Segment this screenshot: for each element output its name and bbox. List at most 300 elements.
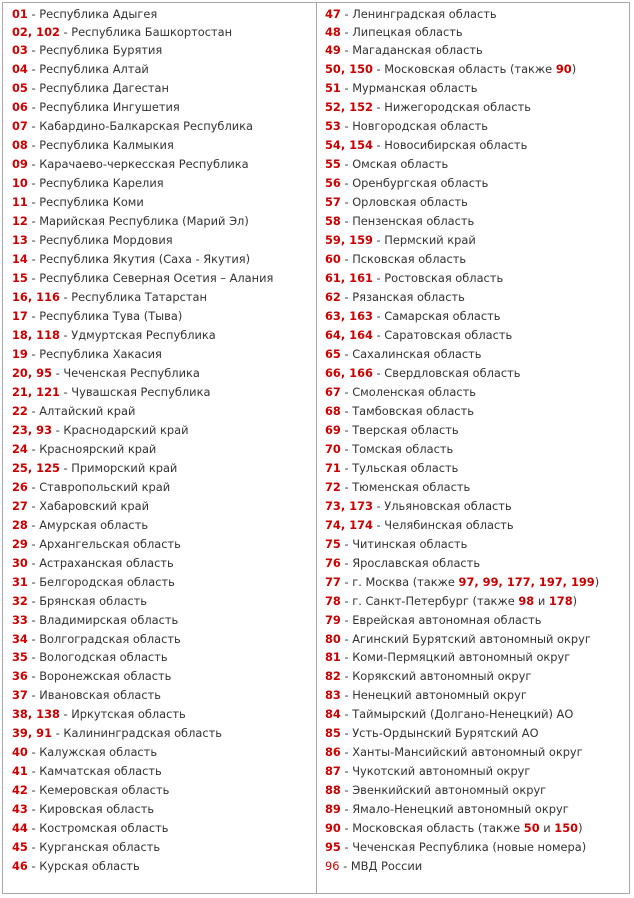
separator: - bbox=[340, 195, 353, 210]
list-item bbox=[325, 174, 627, 193]
region-name: Новосибирская область bbox=[384, 138, 528, 153]
region-name: Камчатская область bbox=[39, 764, 162, 779]
separator: - bbox=[340, 441, 353, 456]
region-code: 24 bbox=[12, 441, 28, 456]
separator: - bbox=[27, 62, 40, 77]
list-item bbox=[325, 667, 627, 686]
separator: - bbox=[340, 783, 353, 798]
separator: - bbox=[27, 43, 40, 58]
region-code: 95 bbox=[325, 840, 341, 855]
separator: - bbox=[27, 612, 40, 627]
list-item bbox=[12, 212, 312, 231]
region-code: 61, 161 bbox=[325, 271, 373, 286]
separator: - bbox=[27, 536, 40, 551]
region-code: 81 bbox=[325, 650, 341, 665]
list-item bbox=[12, 667, 312, 686]
region-name: Республика Калмыкия bbox=[39, 138, 174, 153]
region-name: Красноярский край bbox=[39, 441, 157, 456]
region-name: Ростовская область bbox=[384, 271, 504, 286]
separator: - bbox=[340, 821, 353, 836]
region-code: 41 bbox=[12, 764, 28, 779]
region-list-left bbox=[12, 2, 312, 876]
list-item bbox=[325, 383, 627, 402]
region-code: 15 bbox=[12, 271, 28, 286]
region-code: 01 bbox=[12, 7, 28, 21]
region-code: 67 bbox=[325, 384, 341, 399]
list-item bbox=[12, 117, 312, 136]
region-name: Республика Якутия (Саха - Якутия) bbox=[39, 252, 251, 267]
region-name: Ярославская область bbox=[352, 555, 481, 570]
region-name: Пермский край bbox=[384, 233, 476, 248]
region-name: Астраханская область bbox=[39, 555, 174, 570]
region-code: 90 bbox=[325, 821, 341, 836]
separator: - bbox=[27, 346, 40, 361]
region-name: Республика Алтай bbox=[39, 62, 149, 77]
separator: - bbox=[372, 517, 385, 532]
region-name: Чукотский автономный округ bbox=[352, 764, 531, 779]
list-item bbox=[12, 98, 312, 117]
region-name: Республика Ингушетия bbox=[39, 100, 180, 115]
separator: - bbox=[27, 574, 40, 589]
region-code: 53 bbox=[325, 119, 341, 134]
region-code: 76 bbox=[325, 555, 341, 570]
separator: - bbox=[340, 157, 353, 172]
region-code: 39, 91 bbox=[12, 726, 52, 741]
region-code: 87 bbox=[325, 764, 341, 779]
region-name: Таймырский (Долгано-Ненецкий) АО bbox=[352, 707, 574, 722]
separator: - bbox=[27, 119, 40, 134]
region-code: 47 bbox=[325, 7, 341, 21]
separator: - bbox=[340, 707, 353, 722]
region-name: Хабаровский край bbox=[39, 498, 149, 513]
list-item bbox=[12, 781, 312, 800]
separator: - bbox=[59, 460, 72, 475]
region-code: 22 bbox=[12, 403, 28, 418]
region-code: 89 bbox=[325, 802, 341, 817]
list-item bbox=[325, 705, 627, 724]
separator: - bbox=[59, 24, 72, 39]
separator: - bbox=[340, 81, 353, 96]
region-code: 62 bbox=[325, 290, 341, 305]
region-name: Псковская область bbox=[352, 252, 467, 267]
list-item bbox=[12, 819, 312, 838]
separator: - bbox=[340, 650, 353, 665]
extra-code: 97, 99, 177, 197, 199 bbox=[458, 574, 595, 589]
region-code: 18, 118 bbox=[12, 328, 60, 342]
separator: - bbox=[340, 764, 353, 779]
region-code: 26 bbox=[12, 479, 28, 494]
region-name: Брянская область bbox=[39, 593, 148, 608]
region-code: 30 bbox=[12, 555, 28, 570]
region-name: Волгоградская область bbox=[39, 631, 181, 646]
separator: - bbox=[52, 365, 64, 380]
list-item bbox=[12, 648, 312, 667]
list-item bbox=[12, 592, 312, 611]
list-item bbox=[325, 79, 627, 98]
region-name: Карачаево-черкесская Республика bbox=[39, 157, 249, 172]
region-code: 20, 95 bbox=[12, 365, 52, 380]
region-name: Сахалинская область bbox=[352, 346, 482, 361]
region-name: Чеченская Республика bbox=[63, 365, 200, 380]
list-item bbox=[12, 326, 312, 345]
separator: - bbox=[340, 290, 353, 305]
separator: - bbox=[27, 745, 40, 760]
region-code: 12 bbox=[12, 214, 28, 229]
list-item bbox=[325, 60, 627, 79]
extra-code: 178 bbox=[548, 593, 573, 608]
list-item bbox=[12, 136, 312, 155]
region-name: Тамбовская область bbox=[352, 403, 474, 418]
region-code: 51 bbox=[325, 81, 341, 96]
region-name: ) bbox=[572, 593, 578, 608]
list-item bbox=[12, 535, 312, 554]
region-code: 45 bbox=[12, 840, 28, 855]
region-code: 86 bbox=[325, 745, 341, 760]
region-name: Кемеровская область bbox=[39, 783, 170, 798]
separator: - bbox=[372, 62, 385, 77]
separator: - bbox=[27, 821, 40, 836]
region-code: 05 bbox=[12, 81, 28, 96]
region-name: МВД России bbox=[350, 859, 423, 874]
region-name: Республика Татарстан bbox=[71, 290, 207, 305]
region-code: 44 bbox=[12, 821, 28, 836]
region-code: 14 bbox=[12, 252, 28, 267]
separator: - bbox=[372, 328, 385, 342]
separator: - bbox=[27, 840, 40, 855]
region-code: 82 bbox=[325, 669, 341, 684]
list-item bbox=[12, 838, 312, 857]
region-name: Ленинградская область bbox=[352, 7, 497, 21]
region-name: Иркутская область bbox=[71, 707, 186, 722]
region-name: Костромская область bbox=[39, 821, 169, 836]
region-name: Республика Мордовия bbox=[39, 233, 173, 248]
list-item bbox=[325, 478, 627, 497]
separator: - bbox=[340, 422, 353, 437]
list-item bbox=[325, 136, 627, 155]
separator: - bbox=[27, 7, 40, 21]
region-name: Еврейская автономная область bbox=[352, 612, 542, 627]
region-name: Калининградская область bbox=[63, 726, 222, 741]
region-code: 49 bbox=[325, 43, 341, 58]
separator: - bbox=[340, 403, 353, 418]
region-name: и bbox=[534, 593, 549, 608]
separator: - bbox=[27, 479, 40, 494]
region-code: 60 bbox=[325, 252, 341, 267]
list-item bbox=[325, 630, 627, 649]
list-item bbox=[325, 762, 627, 781]
list-item bbox=[12, 497, 312, 516]
separator: - bbox=[340, 346, 353, 361]
region-code: 48 bbox=[325, 24, 341, 39]
region-code: 80 bbox=[325, 631, 341, 646]
region-code: 50, 150 bbox=[325, 62, 373, 77]
region-list-right bbox=[325, 2, 627, 876]
region-name: Московская область (также bbox=[384, 62, 556, 77]
list-item bbox=[325, 269, 627, 288]
region-name: Ненецкий автономный округ bbox=[352, 688, 527, 703]
list-item bbox=[325, 345, 627, 364]
region-name: Орловская область bbox=[352, 195, 468, 210]
separator: - bbox=[340, 574, 353, 589]
list-item bbox=[12, 421, 312, 440]
list-item bbox=[12, 41, 312, 60]
separator: - bbox=[340, 176, 353, 191]
separator: - bbox=[372, 498, 385, 513]
region-code: 56 bbox=[325, 176, 341, 191]
separator: - bbox=[59, 328, 72, 342]
region-name: Ульяновская область bbox=[384, 498, 512, 513]
region-name: Липецкая область bbox=[352, 24, 463, 39]
list-item bbox=[12, 554, 312, 573]
region-code: 77 bbox=[325, 574, 341, 589]
extra-code: 98 bbox=[518, 593, 535, 608]
region-name: Вологодская область bbox=[39, 650, 168, 665]
list-item bbox=[325, 592, 627, 611]
list-item bbox=[325, 250, 627, 269]
list-item bbox=[325, 497, 627, 516]
region-code: 19 bbox=[12, 346, 28, 361]
separator: - bbox=[372, 365, 385, 380]
region-code: 16, 116 bbox=[12, 290, 60, 305]
separator: - bbox=[372, 271, 385, 286]
region-name: Удмуртская Республика bbox=[71, 328, 216, 342]
list-item bbox=[12, 364, 312, 383]
list-item bbox=[325, 440, 627, 459]
region-name: Московская область (также bbox=[352, 821, 524, 836]
list-item bbox=[12, 383, 312, 402]
extra-code: 50 bbox=[523, 821, 540, 836]
list-item bbox=[12, 174, 312, 193]
list-item bbox=[12, 743, 312, 762]
region-name: Нижегородская область bbox=[384, 100, 532, 115]
region-name: Ямало-Ненецкий автономный округ bbox=[352, 802, 569, 817]
list-item bbox=[325, 781, 627, 800]
region-code: 13 bbox=[12, 233, 28, 248]
region-name: Алтайский край bbox=[39, 403, 136, 418]
list-item bbox=[12, 307, 312, 326]
separator: - bbox=[27, 195, 40, 210]
list-item bbox=[325, 117, 627, 136]
separator: - bbox=[339, 859, 351, 874]
region-code: 70 bbox=[325, 441, 341, 456]
list-item bbox=[12, 705, 312, 724]
separator: - bbox=[27, 498, 40, 513]
list-item bbox=[325, 326, 627, 345]
region-name: Краснодарский край bbox=[63, 422, 189, 437]
separator: - bbox=[340, 593, 353, 608]
list-item bbox=[325, 41, 627, 60]
region-name: Ставропольский край bbox=[39, 479, 171, 494]
list-item bbox=[12, 573, 312, 592]
list-item bbox=[12, 231, 312, 250]
region-name: Челябинская область bbox=[384, 517, 514, 532]
region-name: Курская область bbox=[39, 859, 140, 874]
separator: - bbox=[340, 688, 353, 703]
separator: - bbox=[27, 214, 40, 229]
list-item bbox=[12, 724, 312, 743]
separator: - bbox=[27, 631, 40, 646]
region-name: ) bbox=[594, 574, 600, 589]
region-code: 37 bbox=[12, 688, 28, 703]
list-item bbox=[12, 611, 312, 630]
list-item bbox=[12, 79, 312, 98]
region-name: Республика Хакасия bbox=[39, 346, 162, 361]
separator: - bbox=[27, 859, 40, 874]
list-item bbox=[325, 686, 627, 705]
region-code: 03 bbox=[12, 43, 28, 58]
list-item bbox=[12, 800, 312, 819]
separator: - bbox=[372, 138, 385, 153]
separator: - bbox=[27, 271, 40, 286]
region-code: 59, 159 bbox=[325, 233, 373, 248]
region-code: 17 bbox=[12, 309, 28, 324]
list-item bbox=[12, 60, 312, 79]
list-item bbox=[325, 573, 627, 592]
region-name: Магаданская область bbox=[352, 43, 483, 58]
separator: - bbox=[340, 479, 353, 494]
region-code: 84 bbox=[325, 707, 341, 722]
list-item bbox=[325, 554, 627, 573]
region-code: 46 bbox=[12, 859, 28, 874]
region-name: ) bbox=[571, 62, 577, 77]
region-code: 40 bbox=[12, 745, 28, 760]
region-code: 54, 154 bbox=[325, 138, 373, 153]
region-code: 57 bbox=[325, 195, 341, 210]
separator: - bbox=[27, 252, 40, 267]
region-name: Республика Карелия bbox=[39, 176, 164, 191]
region-name: Томская область bbox=[352, 441, 454, 456]
region-code: 04 bbox=[12, 62, 28, 77]
separator: - bbox=[340, 840, 353, 855]
extra-code: 150 bbox=[554, 821, 579, 836]
region-code: 38, 138 bbox=[12, 707, 60, 722]
region-name: Мурманская область bbox=[352, 81, 478, 96]
region-code: 71 bbox=[325, 460, 341, 475]
list-item bbox=[325, 288, 627, 307]
region-name: Архангельская область bbox=[39, 536, 181, 551]
separator: - bbox=[27, 176, 40, 191]
separator: - bbox=[340, 24, 353, 39]
region-code: 64, 164 bbox=[325, 328, 373, 342]
separator: - bbox=[340, 669, 353, 684]
list-item bbox=[325, 421, 627, 440]
region-code: 21, 121 bbox=[12, 384, 60, 399]
list-item bbox=[325, 459, 627, 478]
list-item bbox=[12, 2, 312, 23]
region-code: 68 bbox=[325, 403, 341, 418]
list-item bbox=[325, 23, 627, 42]
list-item bbox=[12, 762, 312, 781]
separator: - bbox=[27, 517, 40, 532]
region-code: 23, 93 bbox=[12, 422, 52, 437]
list-item bbox=[325, 307, 627, 326]
region-name: Приморский край bbox=[71, 460, 178, 475]
list-item bbox=[12, 516, 312, 535]
region-code: 83 bbox=[325, 688, 341, 703]
separator: - bbox=[27, 81, 40, 96]
region-name: Корякский автономный округ bbox=[352, 669, 532, 684]
region-code: 28 bbox=[12, 517, 28, 532]
separator: - bbox=[52, 422, 64, 437]
separator: - bbox=[340, 384, 353, 399]
extra-code: 90 bbox=[555, 62, 572, 77]
region-code: 69 bbox=[325, 422, 341, 437]
separator: - bbox=[27, 309, 40, 324]
region-code: 27 bbox=[12, 498, 28, 513]
region-code: 11 bbox=[12, 195, 28, 210]
separator: - bbox=[27, 669, 40, 684]
region-name: Республика Дагестан bbox=[39, 81, 169, 96]
separator: - bbox=[340, 119, 353, 134]
list-item bbox=[325, 2, 627, 23]
list-item bbox=[325, 611, 627, 630]
region-name: Новгородская область bbox=[352, 119, 488, 134]
region-code: 55 bbox=[325, 157, 341, 172]
region-name: Республика Тува (Тыва) bbox=[39, 309, 183, 324]
region-name: Республика Коми bbox=[39, 195, 144, 210]
separator: - bbox=[372, 233, 385, 248]
list-item bbox=[12, 459, 312, 478]
region-code: 74, 174 bbox=[325, 517, 373, 532]
list-item bbox=[12, 193, 312, 212]
separator: - bbox=[340, 43, 353, 58]
region-name: Ханты-Мансийский автономный округ bbox=[352, 745, 583, 760]
list-item bbox=[325, 819, 627, 838]
region-name: Амурская область bbox=[39, 517, 149, 532]
region-name: Саратовская область bbox=[384, 328, 513, 342]
list-item bbox=[12, 269, 312, 288]
list-item bbox=[325, 724, 627, 743]
list-item bbox=[325, 800, 627, 819]
separator: - bbox=[27, 157, 40, 172]
region-name: ) bbox=[578, 821, 583, 836]
region-name: Тульская область bbox=[352, 460, 459, 475]
region-code: 36 bbox=[12, 669, 28, 684]
region-code: 79 bbox=[325, 612, 341, 627]
region-code: 52, 152 bbox=[325, 100, 373, 115]
list-item bbox=[12, 345, 312, 364]
list-item bbox=[325, 838, 627, 857]
region-code: 42 bbox=[12, 783, 28, 798]
region-code: 10 bbox=[12, 176, 28, 191]
list-item bbox=[12, 630, 312, 649]
region-code: 96 bbox=[325, 859, 340, 874]
separator: - bbox=[59, 707, 72, 722]
region-name: Усть-Ордынский Бурятский АО bbox=[352, 726, 539, 741]
list-item bbox=[325, 364, 627, 383]
region-code: 08 bbox=[12, 138, 28, 153]
separator: - bbox=[340, 726, 353, 741]
list-item bbox=[12, 857, 312, 876]
list-item bbox=[325, 402, 627, 421]
separator: - bbox=[27, 100, 40, 115]
separator: - bbox=[59, 290, 72, 305]
separator: - bbox=[27, 593, 40, 608]
list-item bbox=[12, 478, 312, 497]
region-name: Владимирская область bbox=[39, 612, 179, 627]
region-code: 31 bbox=[12, 574, 28, 589]
list-item bbox=[325, 98, 627, 117]
list-item bbox=[325, 535, 627, 554]
region-name: Самарская область bbox=[384, 309, 501, 324]
region-code: 73, 173 bbox=[325, 498, 373, 513]
region-code: 66, 166 bbox=[325, 365, 373, 380]
separator: - bbox=[340, 555, 353, 570]
separator: - bbox=[340, 214, 353, 229]
region-name: Омская область bbox=[352, 157, 449, 172]
region-code: 34 bbox=[12, 631, 28, 646]
list-item bbox=[325, 212, 627, 231]
